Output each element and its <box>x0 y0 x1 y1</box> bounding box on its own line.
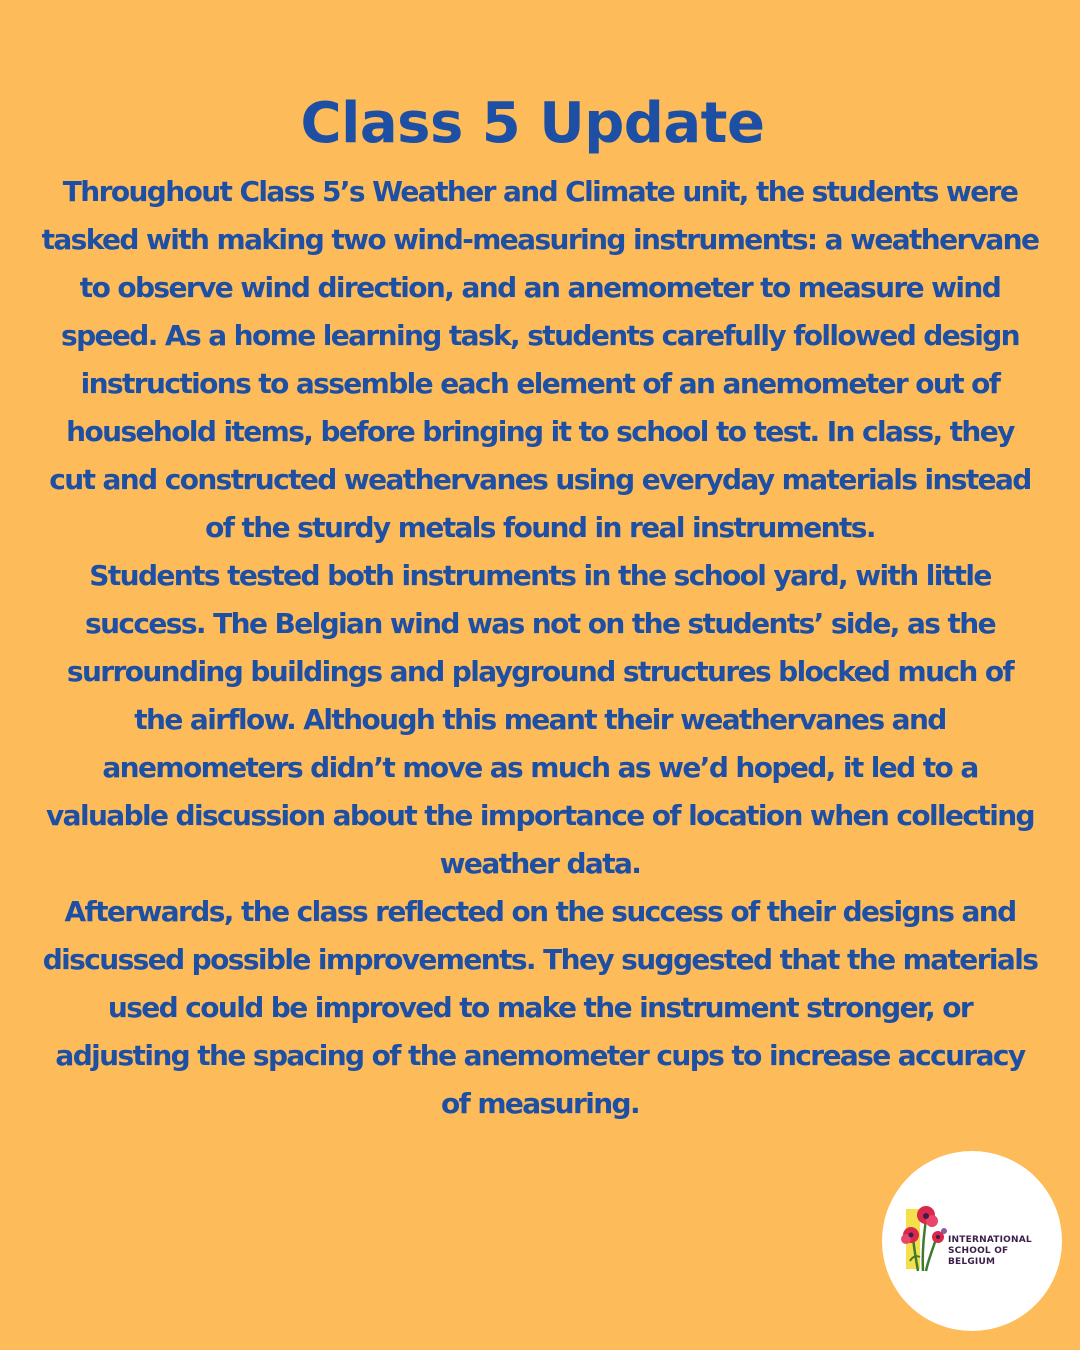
page-title: Class 5 Update <box>300 91 765 156</box>
paragraph-3: Afterwards, the class reflected on the success of their designs and discussed possible improvements. They suggested that the materials used could be improved to make the instrument stronger, or adjusting the spacing of the anemometer cups to increase accuracy of measuring. <box>42 895 1038 1120</box>
school-logo <box>882 1151 1062 1331</box>
paragraph-2: Students tested both instruments in the school yard, with little success. The Belgian wind was not on the students’ side, as the surrounding buildings and playground structures blocked much of the airflow. Although this meant their weathervanes and anemometers didn’t move as much as we’d hoped, it led to a valuable discussion about the importance of location when collecting weather data. <box>46 559 1034 880</box>
school-name <box>948 1235 1056 1268</box>
paragraph-1: Throughout Class 5’s Weather and Climate unit, the students were tasked with making two wind-measuring instruments: a weathervane to observe wind direction, and an anemometer to measure wind speed. As a home learning task, students carefully followed design instructions to assemble each element of an anemometer out of household items, before bringing it to school to test. In class, they cut and constructed weathervanes using everyday materials instead of the sturdy metals found in real instruments. <box>41 175 1039 544</box>
school-name-line-2: SCHOOL OF <box>948 1246 1009 1256</box>
poppy-flowers-icon <box>896 1201 948 1273</box>
school-name-line-1: INTERNATIONAL <box>948 1235 1032 1245</box>
school-name-line-3: BELGIUM <box>948 1257 996 1267</box>
article-body <box>40 168 1040 1128</box>
